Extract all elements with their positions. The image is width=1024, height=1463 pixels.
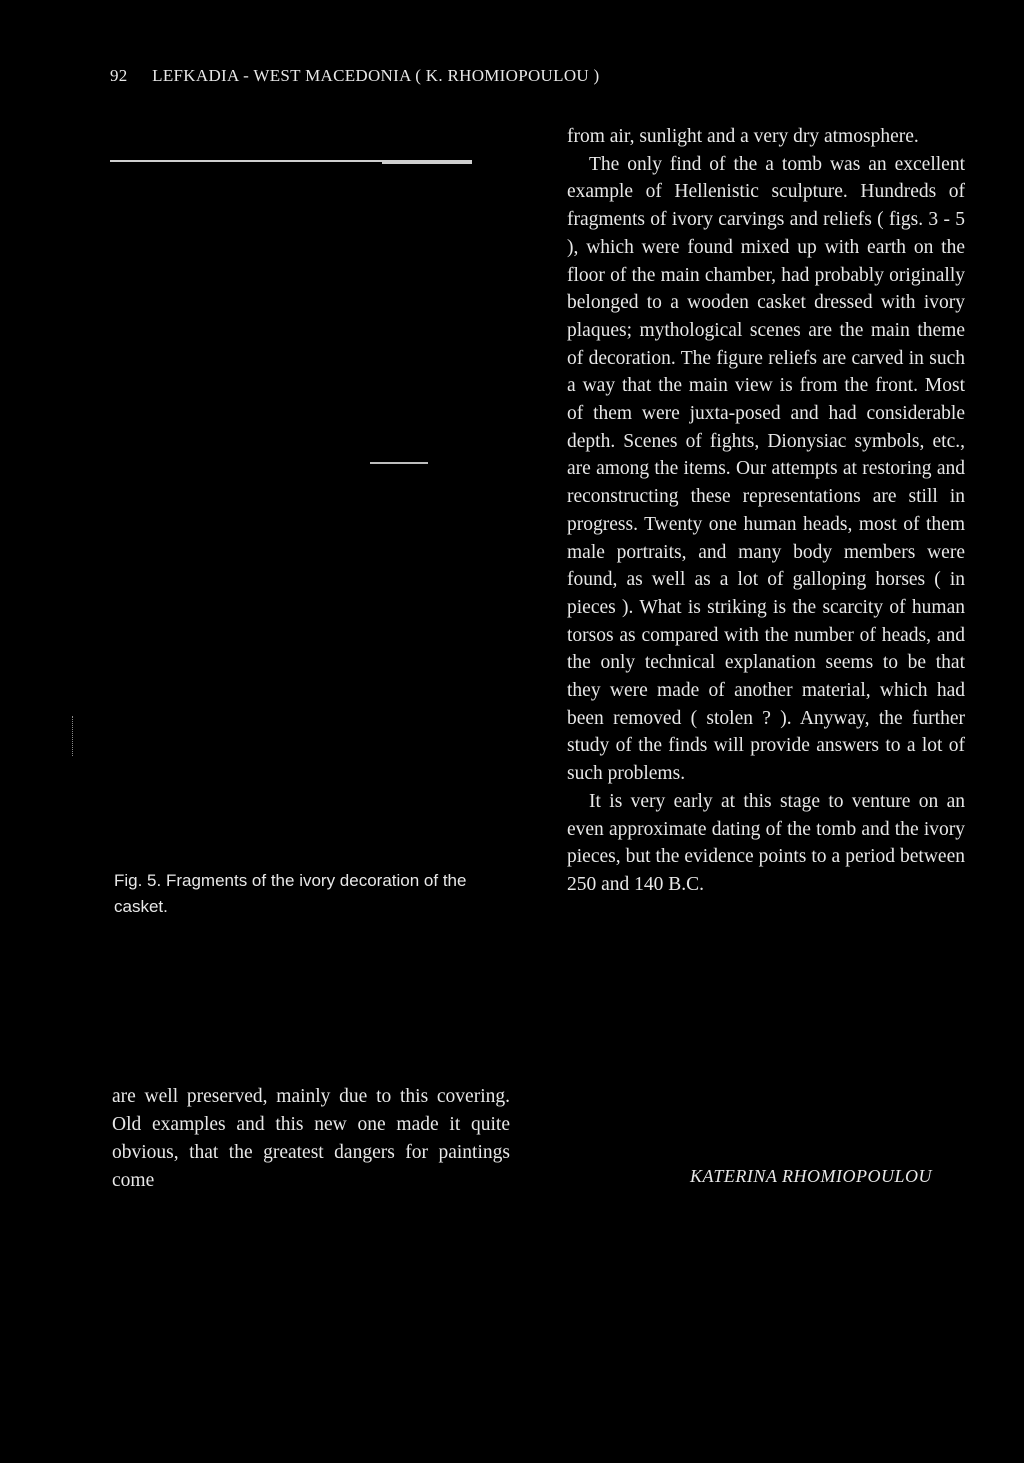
left-column-text: are well preserved, mainly due to this covering. Old examples and this new one made it quite obvious, that the greatest dangers for paintings come bbox=[112, 1086, 510, 1191]
page-number: 92 bbox=[110, 66, 128, 85]
running-title: LEFKADIA - WEST MACEDONIA ( K. RHOMIOPOULOU ) bbox=[152, 66, 600, 85]
figure-caption: Fig. 5. Fragments of the ivory decoration of the casket. bbox=[114, 871, 467, 916]
figure-scan-artifact bbox=[72, 716, 83, 756]
running-header bbox=[110, 66, 599, 86]
right-column bbox=[567, 123, 965, 899]
paragraph-1: from air, sunlight and a very dry atmosphere. bbox=[567, 126, 919, 147]
paragraph-2: The only find of the a tomb was an excellent example of Hellenistic sculpture. Hundreds of fragments of ivory carvings and reliefs ( figs. 3 - 5 ), which were found mixed up with earth on the floor of the main chamber, had probably originally belonged to a wooden casket dressed with ivory plaques; mythological scenes are the main theme of decoration. The figure reliefs are carved in such a way that the main view is from the front. Most of them were juxta-posed and had considerable depth. Scenes of fights, Dionysiac symbols, etc., are among the items. Our attempts at restoring and reconstructing these representations are still in progress. Twenty one human heads, most of them male portraits, and many body members were found, as well as a lot of galloping horses ( in pieces ). What is striking is the scarcity of human torsos as compared with the number of heads, and the only technical explanation seems to be that they were made of another material, which had been removed ( stolen ? ). Anyway, the further study of the finds will provide answers to a lot of such problems. bbox=[567, 153, 965, 785]
paragraph-3: It is very early at this stage to venture on an even approximate dating of the tomb and the ivory pieces, but the evidence points to a period between 250 and 140 B.C. bbox=[567, 790, 965, 895]
figure-mid-rule bbox=[370, 462, 428, 464]
author-signature: KATERINA RHOMIOPOULOU bbox=[690, 1166, 932, 1186]
figure-top-rule bbox=[110, 160, 472, 162]
